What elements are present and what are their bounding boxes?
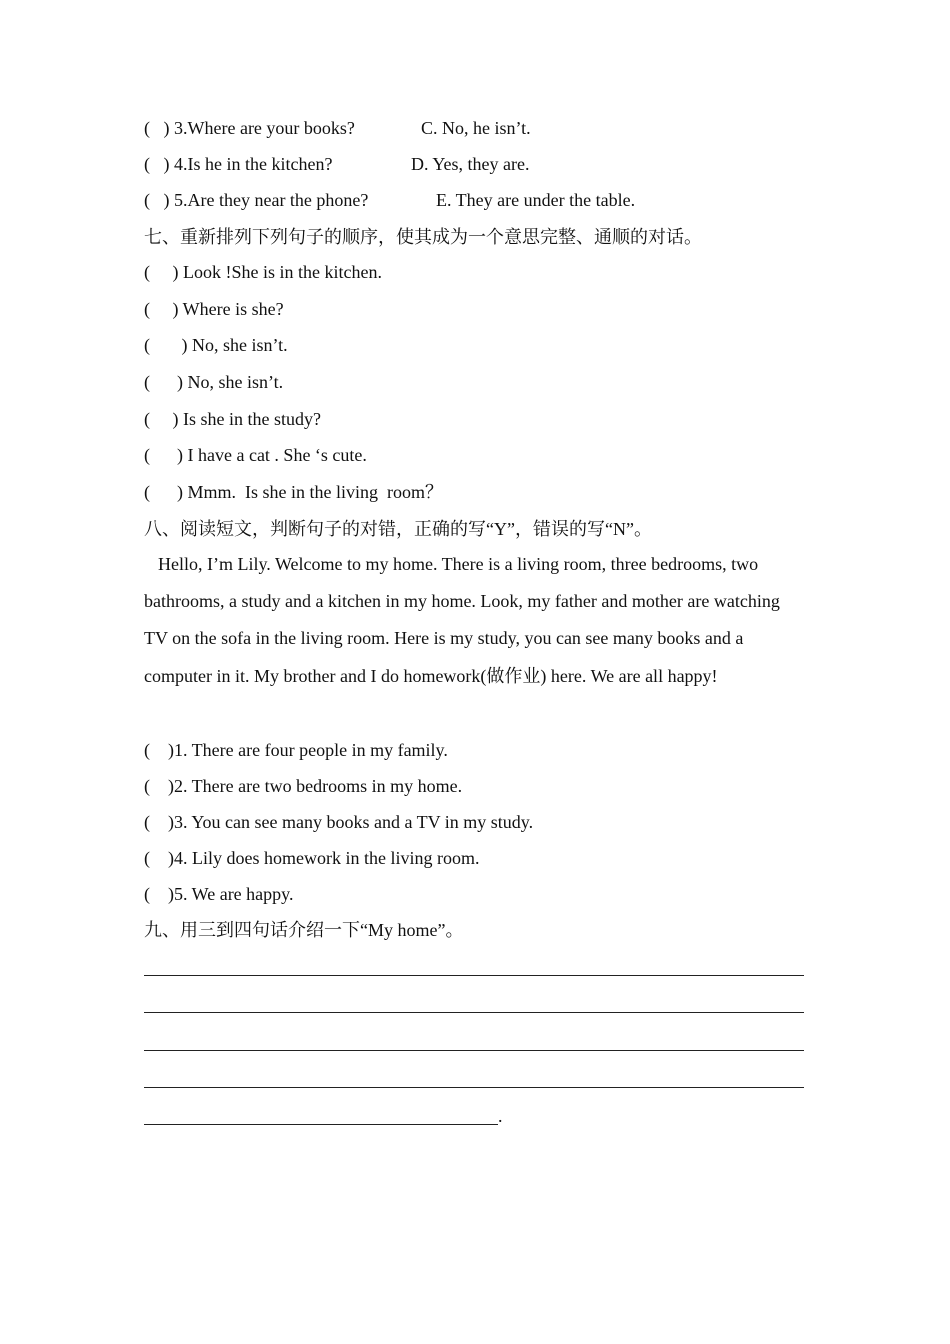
order-item: ( ) Look !She is in the kitchen. (144, 262, 382, 282)
judge-item: ( )3. You can see many books and a TV in my study. (144, 812, 534, 832)
judge-item: ( )4. Lily does homework in the living room. (144, 848, 480, 868)
judge-item: ( )1. There are four people in my family. (144, 740, 448, 760)
match-answer-c: C. No, he isn’t. (421, 118, 531, 138)
match-question-4: ( ) 4.Is he in the kitchen? (144, 154, 333, 174)
match-answer-d: D. Yes, they are. (411, 154, 530, 174)
writing-line[interactable] (144, 1087, 804, 1088)
section-9-heading: 九、用三到四句话介绍一下“My home”。 (144, 920, 464, 940)
order-item: ( ) Where is she? (144, 299, 284, 319)
order-item: ( ) No, she isn’t. (144, 335, 288, 355)
section-8-heading: 八、阅读短文，判断句子的对错，正确的写“Y”，错误的写“N”。 (144, 519, 652, 539)
order-item: ( ) No, she isn’t. (144, 372, 284, 392)
writing-end-mark: . (498, 1106, 503, 1126)
reading-passage: Hello, I’m Lily. Welcome to my home. There is a living room, three bedrooms, two bathrooms, a study and a kitchen in my home. Look, my father and mother are watching TV on the sofa in the living room. Here is my study, you can see many books and a computer in it. My brother and I do homework(做作业) here. We are all happy! (144, 554, 780, 686)
order-item: ( ) Is she in the study? (144, 409, 321, 429)
writing-line[interactable] (144, 1012, 804, 1013)
judge-item: ( )5. We are happy. (144, 884, 294, 904)
order-item: ( ) I have a cat . She ‘s cute. (144, 445, 367, 465)
writing-line[interactable] (144, 1050, 804, 1051)
writing-line[interactable] (144, 1124, 498, 1125)
match-question-3: ( ) 3.Where are your books? (144, 118, 355, 138)
match-question-5: ( ) 5.Are they near the phone? (144, 190, 369, 210)
order-item: ( ) Mmm. Is she in the living room？ (144, 482, 443, 502)
match-answer-e: E. They are under the table. (436, 190, 636, 210)
writing-line[interactable] (144, 975, 804, 976)
judge-item: ( )2. There are two bedrooms in my home. (144, 776, 463, 796)
section-7-heading: 七、重新排列下列句子的顺序，使其成为一个意思完整、通顺的对话。 (144, 227, 702, 247)
